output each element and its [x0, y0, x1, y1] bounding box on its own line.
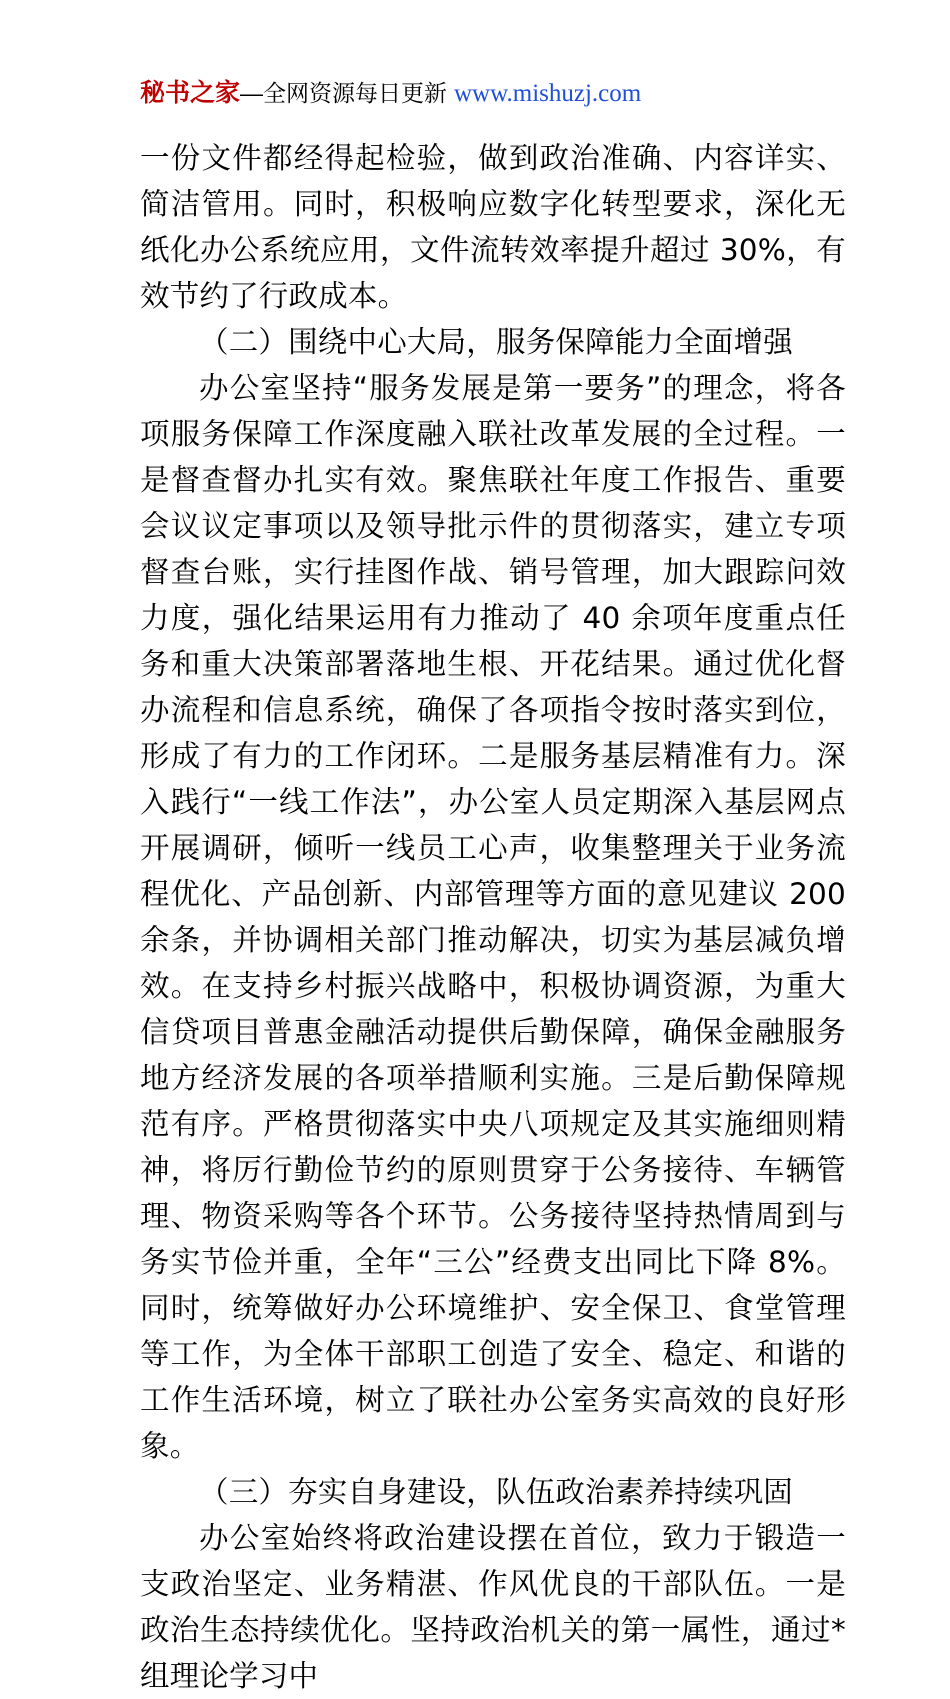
section-heading-2: （二）围绕中心大局，服务保障能力全面增强	[199, 325, 794, 359]
watermark-tagline: 全网资源每日更新	[263, 80, 448, 106]
watermark-banner	[140, 78, 846, 109]
paragraph-1: 一份文件都经得起检验，做到政治准确、内容详实、简洁管用。同时，积极响应数字化转型要求，深化无纸化办公系统应用，文件流转效率提升超过 30%，有效节约了行政成本。	[140, 141, 846, 313]
section-heading-3: （三）夯实自身建设，队伍政治素养持续巩固	[199, 1475, 794, 1509]
paragraph-2: 办公室坚持“服务发展是第一要务”的理念，将各项服务保障工作深度融入联社改革发展的全过程。一是督查督办扎实有效。聚焦联社年度工作报告、重要会议议定事项以及领导批示件的贯彻落实，建立专项督查台账，实行挂图作战、销号管理，加大跟踪问效力度，强化结果运用有力推动了 40 余项年度重点任务和重大决策部署落地生根、开花结果。通过优化督办流程和信息系统，确保了各项指令按时落实到位，形成了有力的工作闭环。二是服务基层精准有力。深入践行“一线工作法”，办公室人员定期深入基层网点开展调研，倾听一线员工心声，收集整理关于业务流程优化、产品创新、内部管理等方面的意见建议 200 余条，并协调相关部门推动解决，切实为基层减负增效。在支持乡村振兴战略中，积极协调资源，为重大信贷项目普惠金融活动提供后勤保障，确保金融服务地方经济发展的各项举措顺利实施。三是后勤保障规范有序。严格贯彻落实中央八项规定及其实施细则精神，将厉行勤俭节约的原则贯穿于公务接待、车辆管理、物资采购等各个环节。公务接待坚持热情周到与务实节俭并重，全年“三公”经费支出同比下降 8%。同时，统筹做好办公环境维护、安全保卫、食堂管理等工作，为全体干部职工创造了安全、稳定、和谐的工作生活环境，树立了联社办公室务实高效的良好形象。	[140, 371, 846, 1463]
paragraph-3: 办公室始终将政治建设摆在首位，致力于锻造一支政治坚定、业务精湛、作风优良的干部队伍。一是政治生态持续优化。坚持政治机关的第一属性，通过*组理论学习中	[140, 1521, 846, 1693]
watermark-url[interactable]: www.mishuzj.com	[453, 80, 642, 107]
watermark-brand: 秘书之家	[140, 80, 241, 107]
watermark-separator: —	[240, 80, 264, 106]
document-body	[140, 135, 846, 1699]
